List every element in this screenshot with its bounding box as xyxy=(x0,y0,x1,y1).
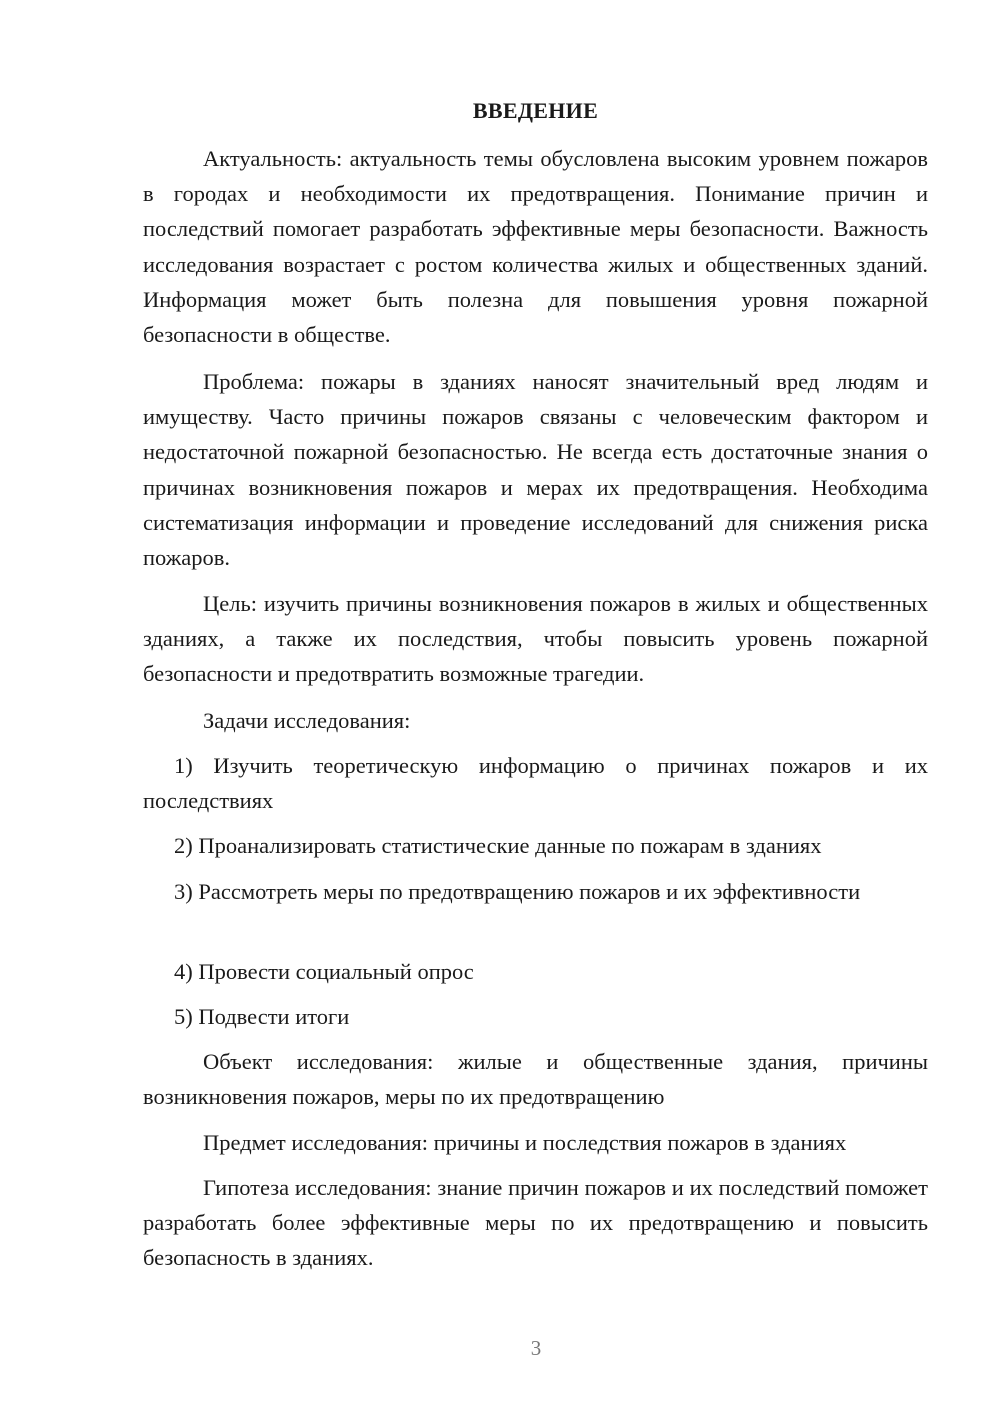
section-heading: ВВЕДЕНИЕ xyxy=(472,98,599,123)
relevance-paragraph: Актуальность: актуальность темы обусловлена высоким уровнем пожаров в городах и необходимости их предотвращения. Понимание причин и последствий помогает разработать эффективные меры безопасности. Важность исследования возрастает с ростом количества жилых и общественных зданий. Информация может быть полезна для повышения уровня пожарной безопасности в обществе. xyxy=(143,146,928,348)
page-number: 3 xyxy=(530,1336,542,1360)
hypothesis-paragraph: Гипотеза исследования: знание причин пожаров и их последствий поможет разработать более эффективные меры по их предотвращению и повысить безопасность в зданиях. xyxy=(143,1175,928,1271)
tasks-heading: Задачи исследования: xyxy=(203,708,411,733)
goal-paragraph: Цель: изучить причины возникновения пожаров в жилых и общественных зданиях, а также их последствия, чтобы повысить уровень пожарной безопасности и предотвратить возможные трагедии. xyxy=(143,591,928,687)
task-item-1: 1) Изучить теоретическую информацию о причинах пожаров и их последствиях xyxy=(143,753,928,814)
object-paragraph: Объект исследования: жилые и общественные здания, причины возникновения пожаров, меры по их предотвращению xyxy=(143,1049,928,1110)
task-item-2: 2) Проанализировать статистические данные по пожарам в зданиях xyxy=(174,833,822,858)
task-item-3: 3) Рассмотреть меры по предотвращению пожаров и их эффективности xyxy=(174,879,861,904)
problem-paragraph: Проблема: пожары в зданиях наносят значительный вред людям и имуществу. Часто причины пожаров связаны с человеческим фактором и недостаточной пожарной безопасностью. Не всегда есть достаточные знания о причинах возникновения пожаров и мерах их предотвращения. Необходима систематизация информации и проведение исследований для снижения риска пожаров. xyxy=(143,369,928,571)
subject-paragraph: Предмет исследования: причины и последствия пожаров в зданиях xyxy=(203,1130,847,1155)
task-item-4: 4) Провести социальный опрос xyxy=(174,959,474,984)
task-item-5: 5) Подвести итоги xyxy=(174,1004,350,1029)
